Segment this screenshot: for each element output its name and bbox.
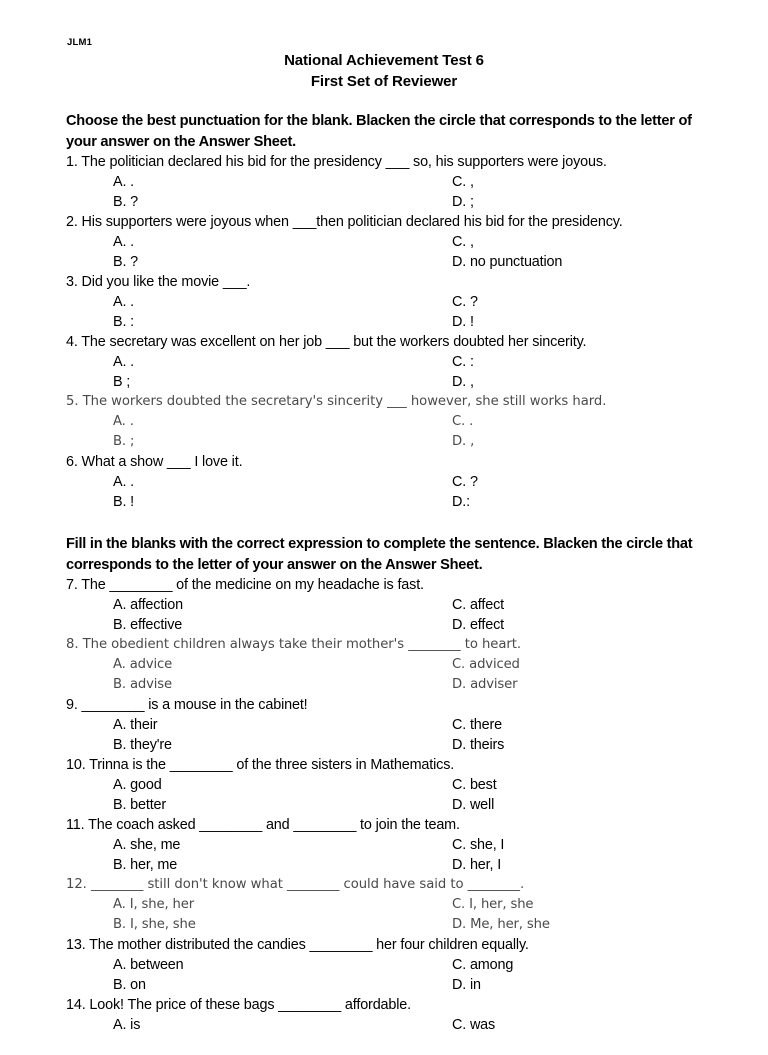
question-block <box>66 695 698 755</box>
page-title: National Achievement Test 6 <box>284 52 484 69</box>
answer-option-d[interactable]: D. ; <box>452 194 474 210</box>
answer-option-a[interactable]: A. is <box>113 1017 141 1033</box>
answer-options <box>66 835 698 875</box>
answer-option-a[interactable]: A. . <box>113 234 134 250</box>
answer-option-a[interactable]: A. . <box>113 414 134 429</box>
answer-options <box>66 655 698 695</box>
question-block <box>66 392 698 452</box>
question-block <box>66 935 698 995</box>
question-block <box>66 635 698 695</box>
question-block <box>66 815 698 875</box>
answer-options <box>66 412 698 452</box>
answer-option-c[interactable]: C. among <box>452 957 514 973</box>
answer-options <box>66 715 698 755</box>
document-body <box>66 111 698 1055</box>
answer-option-a[interactable]: A. . <box>113 474 134 490</box>
answer-option-a[interactable]: A. I, she, her <box>113 897 194 912</box>
question-text: 3. Did you like the movie ___. <box>66 274 251 290</box>
answer-option-b[interactable]: B. better <box>113 797 167 813</box>
answer-option-d[interactable]: D. ! <box>452 314 474 330</box>
answer-option-d[interactable]: D. no punctuation <box>452 254 563 270</box>
question-text: 1. The politician declared his bid for the presidency ___ so, his supporters were joyous. <box>66 154 607 170</box>
answer-option-a[interactable]: A. between <box>113 957 184 973</box>
question-text: 9. ________ is a mouse in the cabinet! <box>66 697 308 713</box>
answer-option-b[interactable]: B. I, she, she <box>113 917 196 932</box>
answer-options <box>66 775 698 815</box>
question-text: 11. The coach asked ________ and ________ to join the team. <box>66 817 460 833</box>
answer-option-a[interactable]: A. their <box>113 717 158 733</box>
answer-option-d[interactable]: D. theirs <box>452 737 505 753</box>
answer-option-d[interactable]: D. , <box>452 374 474 390</box>
question-text: 6. What a show ___ I love it. <box>66 454 243 470</box>
question-block <box>66 272 698 332</box>
answer-option-a[interactable]: A. she, me <box>113 837 181 853</box>
answer-option-c[interactable]: C. was <box>452 1017 496 1033</box>
answer-options <box>66 472 698 512</box>
answer-option-b[interactable]: B. : <box>113 314 134 330</box>
answer-option-d[interactable]: D.: <box>452 494 470 510</box>
answer-option-c[interactable]: C. affect <box>452 597 504 613</box>
answer-option-b[interactable]: B. ! <box>113 494 134 510</box>
document-title-block <box>0 50 768 92</box>
answer-options <box>66 232 698 272</box>
answer-options <box>66 895 698 935</box>
answer-option-a[interactable]: A. . <box>113 354 134 370</box>
answer-option-b[interactable]: B. advise <box>113 677 172 692</box>
answer-option-b[interactable]: B. ? <box>113 254 138 270</box>
answer-option-b[interactable]: B. her, me <box>113 857 178 873</box>
question-text: 5. The workers doubted the secretary's sincerity ___ however, she still works hard. <box>66 394 607 409</box>
question-block <box>66 575 698 635</box>
answer-option-a[interactable]: A. . <box>113 294 134 310</box>
question-block <box>66 152 698 212</box>
question-block <box>66 452 698 512</box>
answer-option-d[interactable]: D. well <box>452 797 495 813</box>
question-text: 12. ________ still don't know what ________ could have said to ________. <box>66 877 525 892</box>
question-text: 2. His supporters were joyous when ___then politician declared his bid for the presidency. <box>66 214 623 230</box>
answer-option-c[interactable]: C. , <box>452 174 474 190</box>
answer-option-d[interactable]: D. her, I <box>452 857 502 873</box>
answer-option-a[interactable]: A. good <box>113 777 162 793</box>
answer-options <box>66 172 698 212</box>
answer-options <box>66 955 698 995</box>
question-text: 10. Trinna is the ________ of the three sisters in Mathematics. <box>66 757 455 773</box>
answer-option-d[interactable]: D. effect <box>452 617 504 633</box>
section-instruction: Choose the best punctuation for the blank. Blacken the circle that corresponds to the letter of your answer on the Answer Sheet. <box>66 113 692 150</box>
document-code: JLM1 <box>67 37 93 48</box>
answer-option-c[interactable]: C. she, I <box>452 837 505 853</box>
answer-options <box>66 352 698 392</box>
answer-option-b[interactable]: B. they're <box>113 737 172 753</box>
answer-option-d[interactable]: D. in <box>452 977 481 993</box>
question-block <box>66 212 698 272</box>
answer-option-d[interactable]: D. adviser <box>452 677 518 692</box>
question-text: 4. The secretary was excellent on her job ___ but the workers doubted her sincerity. <box>66 334 587 350</box>
answer-option-c[interactable]: C. best <box>452 777 497 793</box>
section-instruction: Fill in the blanks with the correct expression to complete the sentence. Blacken the circle that corresponds to the letter of your answer on the Answer Sheet. <box>66 536 693 573</box>
question-text: 14. Look! The price of these bags ________ affordable. <box>66 997 412 1013</box>
question-text: 13. The mother distributed the candies ________ her four children equally. <box>66 937 529 953</box>
answer-option-c[interactable]: C. ? <box>452 294 478 310</box>
answer-option-d[interactable]: D. , <box>452 434 475 449</box>
answer-option-c[interactable]: C. adviced <box>452 657 520 672</box>
question-block <box>66 995 698 1055</box>
answer-option-b[interactable]: B. ? <box>113 194 138 210</box>
answer-option-a[interactable]: A. affection <box>113 597 183 613</box>
answer-option-c[interactable]: C. I, her, she <box>452 897 534 912</box>
question-text: 7. The ________ of the medicine on my headache is fast. <box>66 577 424 593</box>
answer-option-a[interactable]: A. . <box>113 174 134 190</box>
answer-option-c[interactable]: C. ? <box>452 474 478 490</box>
answer-option-c[interactable]: C. , <box>452 234 474 250</box>
answer-option-c[interactable]: C. there <box>452 717 502 733</box>
answer-option-d[interactable]: D. Me, her, she <box>452 917 550 932</box>
page-subtitle: First Set of Reviewer <box>310 73 458 90</box>
answer-option-b[interactable]: B ; <box>113 374 131 390</box>
answer-option-a[interactable]: A. advice <box>113 657 173 672</box>
question-block <box>66 875 698 935</box>
answer-option-b[interactable]: B. effective <box>113 617 183 633</box>
answer-option-c[interactable]: C. : <box>452 354 474 370</box>
question-block <box>66 332 698 392</box>
answer-options <box>66 1015 698 1055</box>
question-text: 8. The obedient children always take their mother's ________ to heart. <box>66 637 522 652</box>
answer-options <box>66 595 698 635</box>
answer-option-b[interactable]: B. ; <box>113 434 135 449</box>
question-block <box>66 755 698 815</box>
answer-option-c[interactable]: C. . <box>452 414 474 429</box>
answer-options <box>66 292 698 332</box>
answer-option-b[interactable]: B. on <box>113 977 146 993</box>
